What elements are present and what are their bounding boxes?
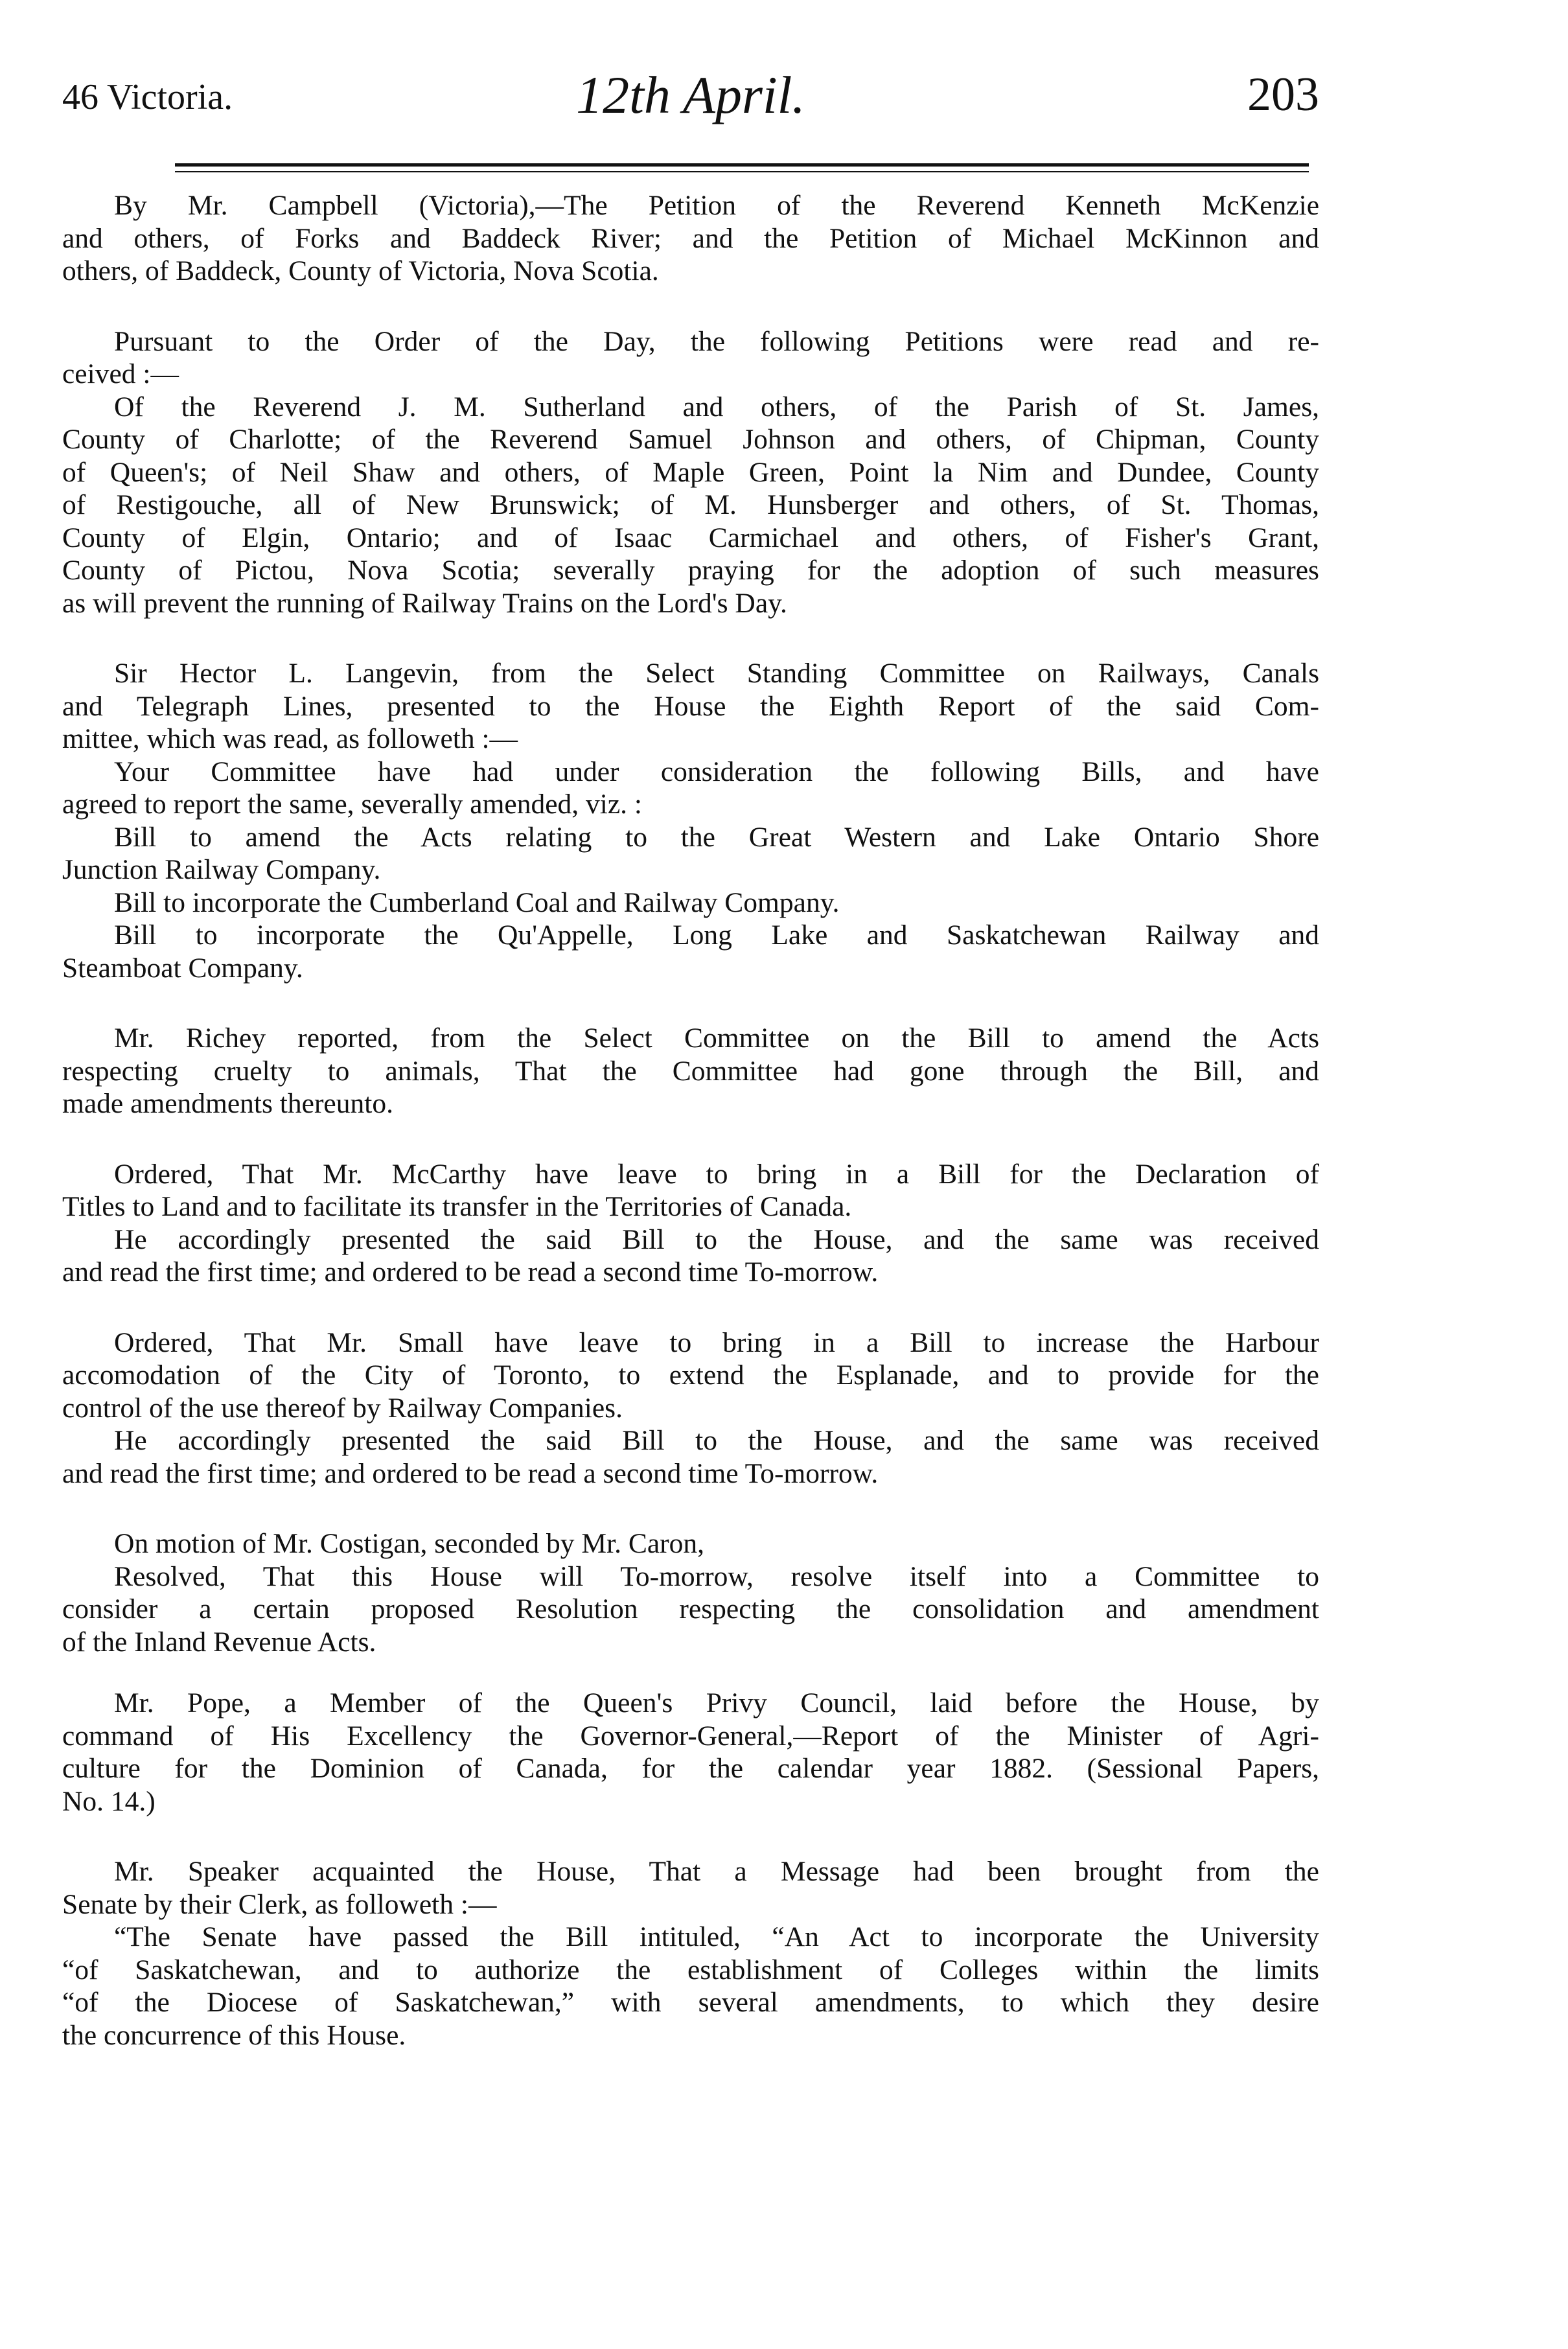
text-line: Bill to amend the Acts relating to the Great Western and Lake Ontario Shore [114, 821, 1319, 853]
small-bill [62, 1326, 1319, 1490]
railway-committee-report [62, 657, 1319, 984]
text-line: agreed to report the same, severally amended, viz. : [62, 789, 642, 820]
text-line: Your Committee have had under consideration the following Bills, and have [114, 756, 1319, 787]
text-line: Ordered, That Mr. Small have leave to bring in a Bill to increase the Harbour [114, 1326, 1319, 1358]
journal-body [62, 189, 1319, 2052]
text-line: Sir Hector L. Langevin, from the Select Standing Committee on Railways, Canals [114, 658, 1319, 689]
text-line: respecting cruelty to animals, That the Committee had gone through the Bill, and [62, 1055, 1319, 1087]
text-line: culture for the Dominion of Canada, for the calendar year 1882. (Sessional Papers, [62, 1753, 1319, 1784]
text-line: and read the first time; and ordered to be read a second time To-morrow. [62, 1457, 879, 1489]
page-header [62, 65, 1319, 136]
regnal-year: 46 Victoria. [62, 77, 233, 117]
header-rule-thick [175, 163, 1309, 167]
text-line: control of the use thereof by Railway Companies. [62, 1392, 623, 1424]
text-line: ceived :— [62, 358, 179, 389]
text-line: He accordingly presented the said Bill to the House, and the same was received [114, 1425, 1319, 1456]
text-line: as will prevent the running of Railway Trains on the Lord's Day. [62, 587, 787, 619]
text-line: and Telegraph Lines, presented to the House the Eighth Report of the said Com- [62, 690, 1319, 722]
page-number: 203 [1247, 68, 1319, 121]
richey-report [62, 1022, 1319, 1120]
text-line: On motion of Mr. Costigan, seconded by Mr. Caron, [114, 1528, 705, 1559]
petition-campbell [62, 189, 1319, 288]
text-line: the concurrence of this House. [62, 2019, 406, 2051]
text-line: He accordingly presented the said Bill to the House, and the same was received [114, 1223, 1319, 1255]
text-line: Pursuant to the Order of the Day, the following Petitions were read and re- [114, 325, 1319, 357]
text-line: of Queen's; of Neil Shaw and others, of Maple Green, Point la Nim and Dundee, County [62, 456, 1319, 488]
header-rule-thin [175, 171, 1309, 172]
text-line: “The Senate have passed the Bill intituled, “An Act to incorporate the University [114, 1921, 1319, 1952]
text-line: Bill to incorporate the Cumberland Coal and Railway Company. [114, 886, 840, 918]
text-line: others, of Baddeck, County of Victoria, Nova Scotia. [62, 255, 659, 286]
text-line: of the Inland Revenue Acts. [62, 1626, 376, 1658]
text-line: By Mr. Campbell (Victoria),—The Petition of the Reverend Kenneth McKenzie [114, 190, 1319, 221]
petitions-read [62, 325, 1319, 620]
text-line: Senate by their Clerk, as followeth :— [62, 1888, 497, 1920]
text-line: No. 14.) [62, 1785, 156, 1817]
text-line: “of the Diocese of Saskatchewan,” with several amendments, to which they desire [62, 1987, 1319, 2018]
text-line: Mr. Richey reported, from the Select Committee on the Bill to amend the Acts [114, 1023, 1319, 1054]
text-line: Titles to Land and to facilitate its transfer in the Territories of Canada. [62, 1191, 852, 1222]
text-line: Mr. Pope, a Member of the Queen's Privy Council, laid before the House, by [114, 1687, 1319, 1718]
text-line: Ordered, That Mr. McCarthy have leave to bring in a Bill for the Declaration of [114, 1158, 1319, 1190]
text-line: of Restigouche, all of New Brunswick; of M. Hunsberger and others, of St. Thomas, [62, 489, 1319, 520]
text-line: and read the first time; and ordered to be read a second time To-morrow. [62, 1256, 879, 1288]
text-line: and others, of Forks and Baddeck River; and the Petition of Michael McKinnon and [62, 222, 1319, 254]
text-line: Mr. Speaker acquainted the House, That a Message had been brought from the [114, 1856, 1319, 1887]
text-line: Steamboat Company. [62, 952, 303, 984]
text-line: accomodation of the City of Toronto, to extend the Esplanade, and to provide for the [62, 1360, 1319, 1391]
costigan-motion [62, 1527, 1319, 1658]
pope-report [62, 1687, 1319, 1818]
text-line: command of His Excellency the Governor-General,—Report of the Minister of Agri- [62, 1720, 1319, 1752]
text-line: County of Elgin, Ontario; and of Isaac Carmichael and others, of Fisher's Grant, [62, 522, 1319, 553]
text-line: consider a certain proposed Resolution respecting the consolidation and amendment [62, 1593, 1319, 1625]
page-date-title: 12th April. [576, 65, 805, 124]
text-line: Of the Reverend J. M. Sutherland and others, of the Parish of St. James, [114, 391, 1319, 422]
senate-message [62, 1855, 1319, 2052]
text-line: mittee, which was read, as followeth :— [62, 723, 518, 754]
text-line: made amendments thereunto. [62, 1088, 393, 1119]
text-line: County of Charlotte; of the Reverend Samuel Johnson and others, of Chipman, County [62, 424, 1319, 455]
text-line: “of Saskatchewan, and to authorize the establishment of Colleges within the limits [62, 1954, 1319, 1985]
mccarthy-bill [62, 1158, 1319, 1289]
text-line: Bill to incorporate the Qu'Appelle, Long Lake and Saskatchewan Railway and [114, 920, 1319, 951]
text-line: Resolved, That this House will To-morrow, resolve itself into a Committee to [114, 1560, 1319, 1592]
text-line: Junction Railway Company. [62, 854, 381, 885]
text-line: County of Pictou, Nova Scotia; severally praying for the adoption of such measures [62, 555, 1319, 586]
